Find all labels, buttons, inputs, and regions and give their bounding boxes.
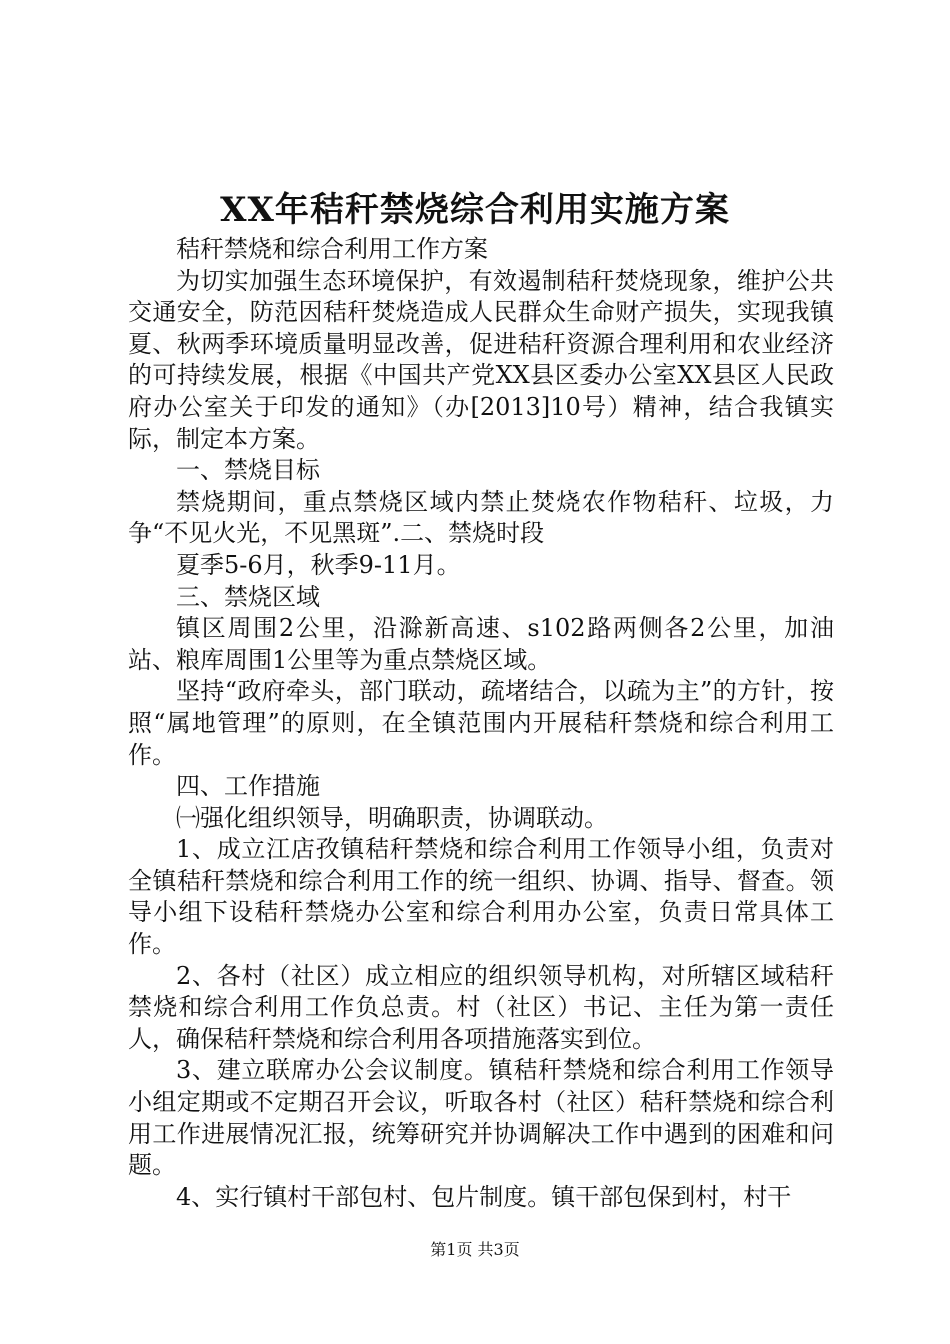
subheading-organization: ㈠强化组织领导，明确职责，协调联动。 [176,803,608,832]
heading-area: 三、禁烧区域 [176,582,320,611]
paragraph-principle: 坚持“政府牵头，部门联动，疏堵结合，以疏为主”的方针，按照“属地管理”的原则，在全镇范围内开展秸秆禁烧和综合利用工作。 [128,677,834,769]
heading-measures: 四、工作措施 [176,772,320,801]
heading-goal: 一、禁烧目标 [176,456,320,485]
paragraph-measure-3: 3、建立联席办公会议制度。镇秸秆禁烧和综合利用工作领导小组定期或不定期召开会议，听取各村（社区）秸秆禁烧和综合利用工作进展情况汇报，统筹研究并协调解决工作中遇到的困难和问题。 [128,1056,834,1180]
document-body [128,234,834,1213]
paragraph-measure-2: 2、各村（社区）成立相应的组织领导机构，对所辖区域秸秆禁烧和综合利用工作负总责。村（社区）书记、主任为第一责任人，确保秸秆禁烧和综合利用各项措施落实到位。 [128,961,834,1053]
paragraph-measure-4: 4、实行镇村干部包村、包片制度。镇干部包保到村，村干 [176,1182,792,1211]
paragraph-goal: 禁烧期间，重点禁烧区域内禁止焚烧农作物秸秆、垃圾，力争“不见火光，不见黑斑”.二、禁烧时段 [128,487,834,548]
paragraph-period: 夏季5-6月，秋季9-11月。 [176,550,461,579]
page-footer: 第1页 共3页 [430,1240,520,1259]
paragraph-subtitle: 秸秆禁烧和综合利用工作方案 [176,235,488,263]
paragraph-area: 镇区周围2公里，沿滁新高速、s102路两侧各2公里，加油站、粮库周围1公里等为重点禁烧区域。 [128,614,834,674]
document-title: XX年秸秆禁烧综合利用实施方案 [220,190,730,230]
paragraph-intro: 为切实加强生态环境保护，有效遏制秸秆焚烧现象，维护公共交通安全，防范因秸秆焚烧造成人民群众生命财产损失，实现我镇夏、秋两季环境质量明显改善，促进秸秆资源合理利用和农业经济的可持续发展，根据《中国共产党XX县区委办公室XX县区人民政府办公室关于印发的通知》（办[2013]10号）精神，结合我镇实际，制定本方案。 [128,266,834,453]
paragraph-measure-1: 1、成立江店孜镇秸秆禁烧和综合利用工作领导小组，负责对全镇秸秆禁烧和综合利用工作的统一组织、协调、指导、督查。领导小组下设秸秆禁烧办公室和综合利用办公室，负责日常具体工作。 [128,835,834,959]
